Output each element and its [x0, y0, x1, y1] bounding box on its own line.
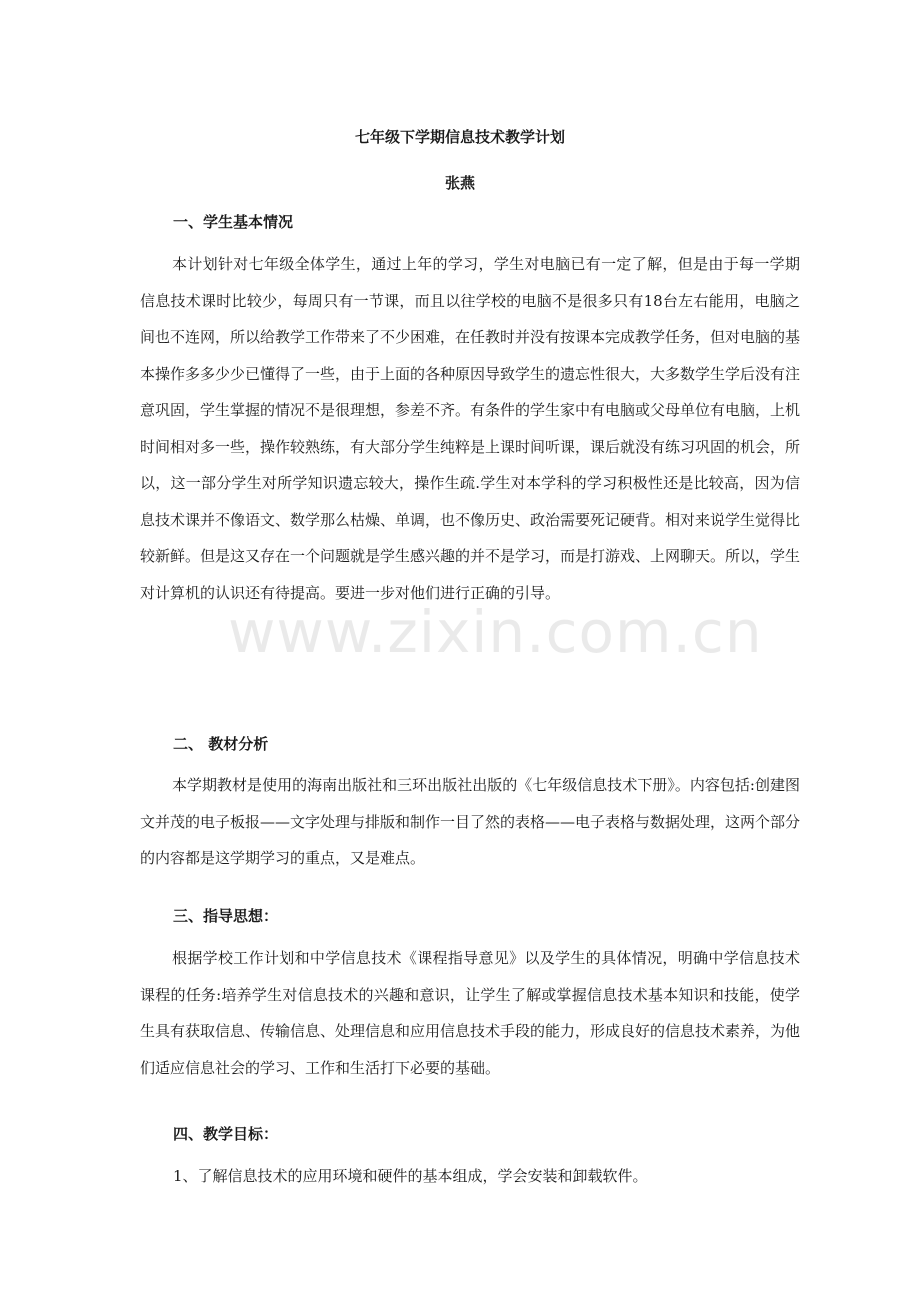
- section-4-heading: 四、教学目标：: [173, 1125, 279, 1143]
- section-3-heading: 三、指导思想：: [173, 907, 279, 925]
- document-title: 七年级下学期信息技术教学计划: [354, 128, 565, 146]
- section-1-body: 本计划针对七年级全体学生，通过上年的学习，学生对电脑已有一定了解，但是由于每一学期信息技术课时比较少，每周只有一节课，而且以往学校的电脑不是很多只有18台左右能用，电脑之间也不连网，所以给教学工作带来了不少困难，在任教时并没有按课本完成教学任务，但对电脑的基本操作多多少少已懂得了一些，由于上面的各种原因导致学生的遗忘性很大，大多数学生学后没有注意巩固，学生掌握的情况不是很理想，参差不齐。有条件的学生家中有电脑或父母单位有电脑，上机时间相对多一些，操作较熟练，有大部分学生纯粹是上课时间听课，课后就没有练习巩固的机会，所以，这一部分学生对所学知识遗忘较大，操作生疏.学生对本学科的学习积极性还是比较高，因为信息技术课并不像语文、数学那么枯燥、单调，也不像历史、政治需要死记硬背。相对来说学生觉得比较新鲜。但是这又存在一个问题就是学生感兴趣的并不是学习，而是打游戏、上网聊天。所以，学生对计算机的认识还有待提高。要进一步对他们进行正确的引导。: [140, 255, 801, 602]
- section-1-heading: 一、学生基本情况: [173, 213, 294, 231]
- watermark: www.zixin.com.cn: [228, 598, 763, 666]
- section-2-heading: 二、 教材分析: [173, 735, 269, 753]
- section-3-body: 根据学校工作计划和中学信息技术《课程指导意见》以及学生的具体情况，明确中学信息技术课程的任务:培养学生对信息技术的兴趣和意识，让学生了解或掌握信息技术基本知识和技能，使学生具有获取信息、传输信息、处理信息和应用信息技术手段的能力，形成良好的信息技术素养，为他们适应信息社会的学习、工作和生活打下必要的基础。: [140, 949, 801, 1077]
- document-author: 张燕: [444, 174, 475, 192]
- section-2-body: 本学期教材是使用的海南出版社和三环出版社出版的《七年级信息技术下册》。内容包括:创建图文并茂的电子板报——文字处理与排版和制作一目了然的表格——电子表格与数据处理，这两个部分的内容都是这学期学习的重点，又是难点。: [140, 776, 801, 867]
- objective-item: 1、了解信息技术的应用环境和硬件的基本组成，学会安装和卸载软件。: [173, 1167, 648, 1185]
